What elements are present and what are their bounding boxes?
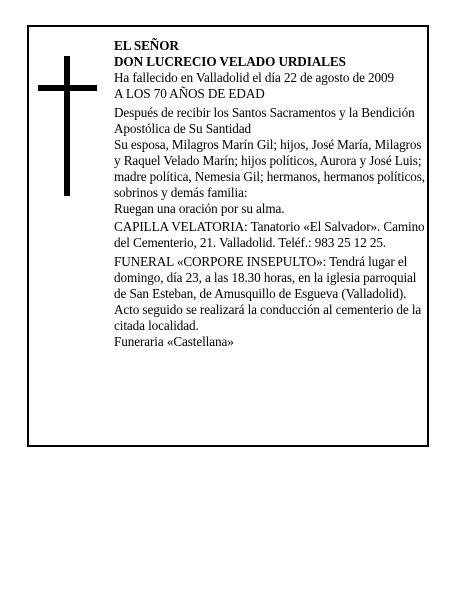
prayer-line: Ruegan una oración por su alma. [114,200,285,216]
chapel-paragraph: CAPILLA VELATORIA: Tanatorio «El Salvador». Camino del Cementerio, 21. Valladolid. Teléf.: 983 25 12 25. [114,219,425,250]
sacraments-paragraph: Después de recibir los Santos Sacramentos y la Bendición Apostólica de Su Santidad [114,104,415,136]
family-paragraph: Su esposa, Milagros Marín Gil; hijos, José María, Milagros y Raquel Velado Marín; hijos políticos, Aurora y José Luis; madre política, Nemesia Gil; hermanos, hermanos políticos, sobrinos y demás familia: [114,136,425,200]
death-line: Ha fallecido en Valladolid el día 22 de agosto de 2009 [114,70,395,85]
age-line: A LOS 70 AÑOS DE EDAD [114,86,265,101]
funeral-home-line: Funeraria «Castellana» [114,333,234,349]
deceased-name: DON LUCRECIO VELADO URDIALES [114,54,346,69]
cross-icon-bar [38,85,97,91]
cross-icon [64,56,70,196]
funeral-paragraph: FUNERAL «CORPORE INSEPULTO»: Tendrá lugar el domingo, día 23, a las 18.30 horas, en la iglesia parroquial de San Esteban, de Amusquillo de Esgueva (Valladolid). Acto seguido se realizará la conducción al cementerio de la citada localidad. [114,253,422,333]
title-line: EL SEÑOR [114,38,179,53]
obituary-text [114,38,429,350]
